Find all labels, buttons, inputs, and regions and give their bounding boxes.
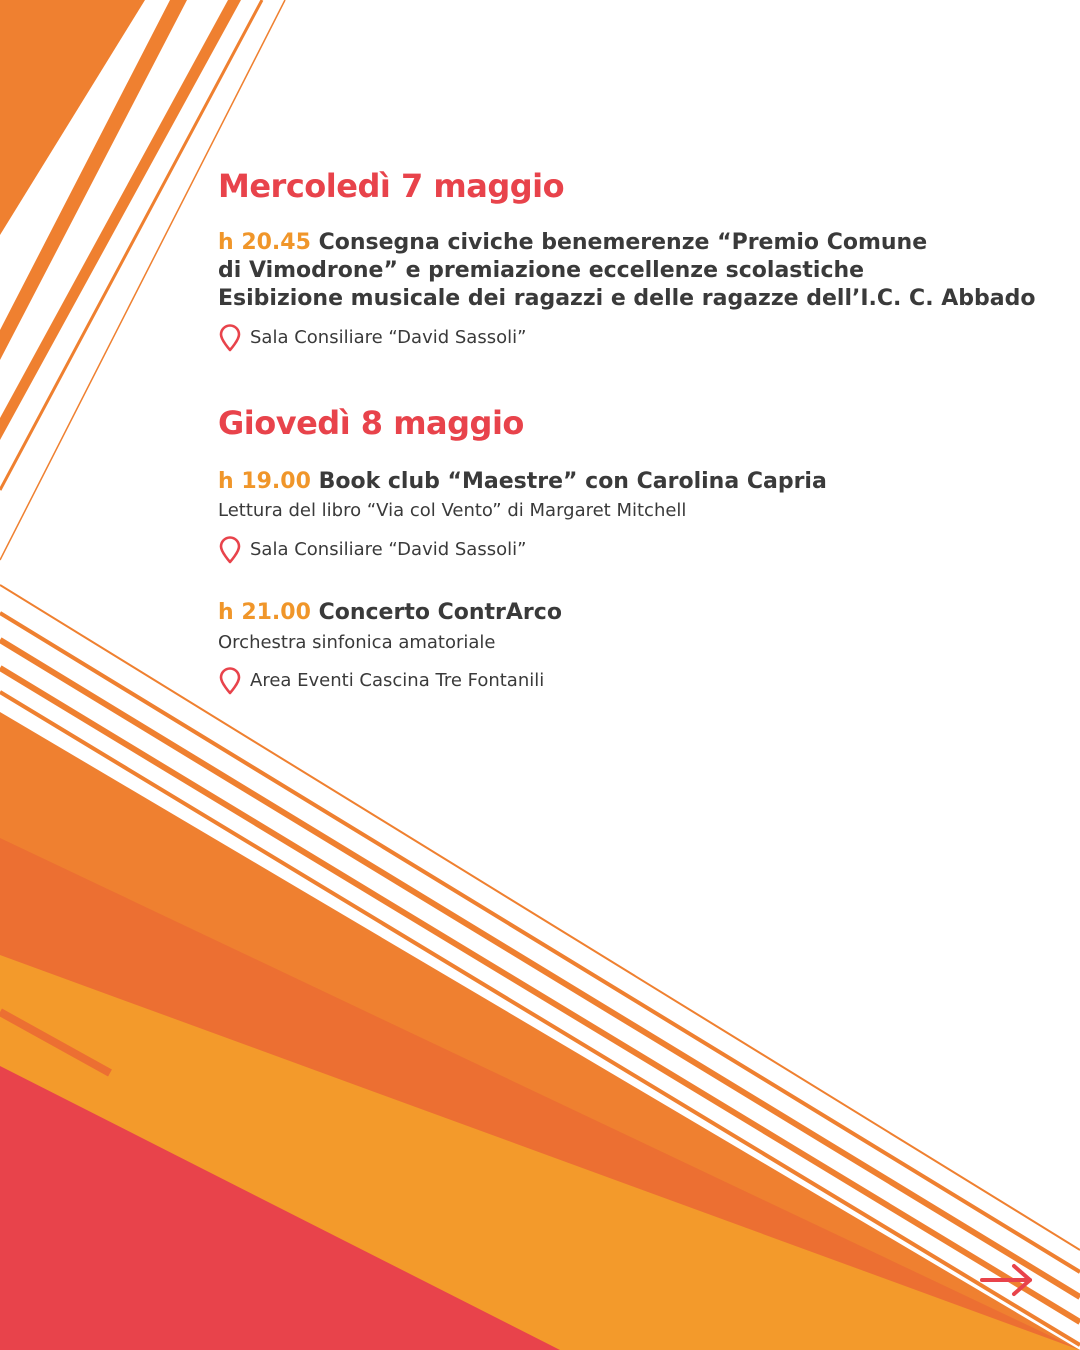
event-title-line-3: Esibizione musicale dei ragazzi e delle ragazze dell’I.C. C. Abbado (218, 286, 1036, 311)
event-location (218, 667, 544, 695)
map-pin-icon (218, 536, 242, 564)
event-title-line-1 (218, 229, 927, 257)
event-location (218, 324, 526, 352)
day-heading-mercoledi: Mercoledì 7 maggio (218, 167, 565, 205)
location-text: Sala Consiliare “David Sassoli” (250, 539, 527, 560)
event-title-text: Concerto ContrArco (318, 600, 562, 625)
event-description: Lettura del libro “Via col Vento” di Margaret Mitchell (218, 500, 687, 521)
arrow-right-icon[interactable] (978, 1262, 1036, 1298)
map-pin-icon (218, 324, 242, 352)
event-title (218, 468, 827, 496)
event-title (218, 599, 562, 627)
event-location (218, 536, 526, 564)
event-title-line-2: di Vimodrone” e premiazione eccellenze scolastiche (218, 258, 865, 283)
location-text: Area Eventi Cascina Tre Fontanili (250, 670, 545, 691)
day-heading-giovedi: Giovedì 8 maggio (218, 404, 524, 442)
event-description: Orchestra sinfonica amatoriale (218, 632, 496, 653)
event-time: h 19.00 (218, 469, 311, 494)
event-title-text: Book club “Maestre” con Carolina Capria (318, 469, 827, 494)
map-pin-icon (218, 667, 242, 695)
location-text: Sala Consiliare “David Sassoli” (250, 327, 527, 348)
event-time: h 21.00 (218, 600, 311, 625)
event-time: h 20.45 (218, 230, 311, 255)
event-title-text: Consegna civiche benemerenze “Premio Comune (318, 230, 928, 255)
